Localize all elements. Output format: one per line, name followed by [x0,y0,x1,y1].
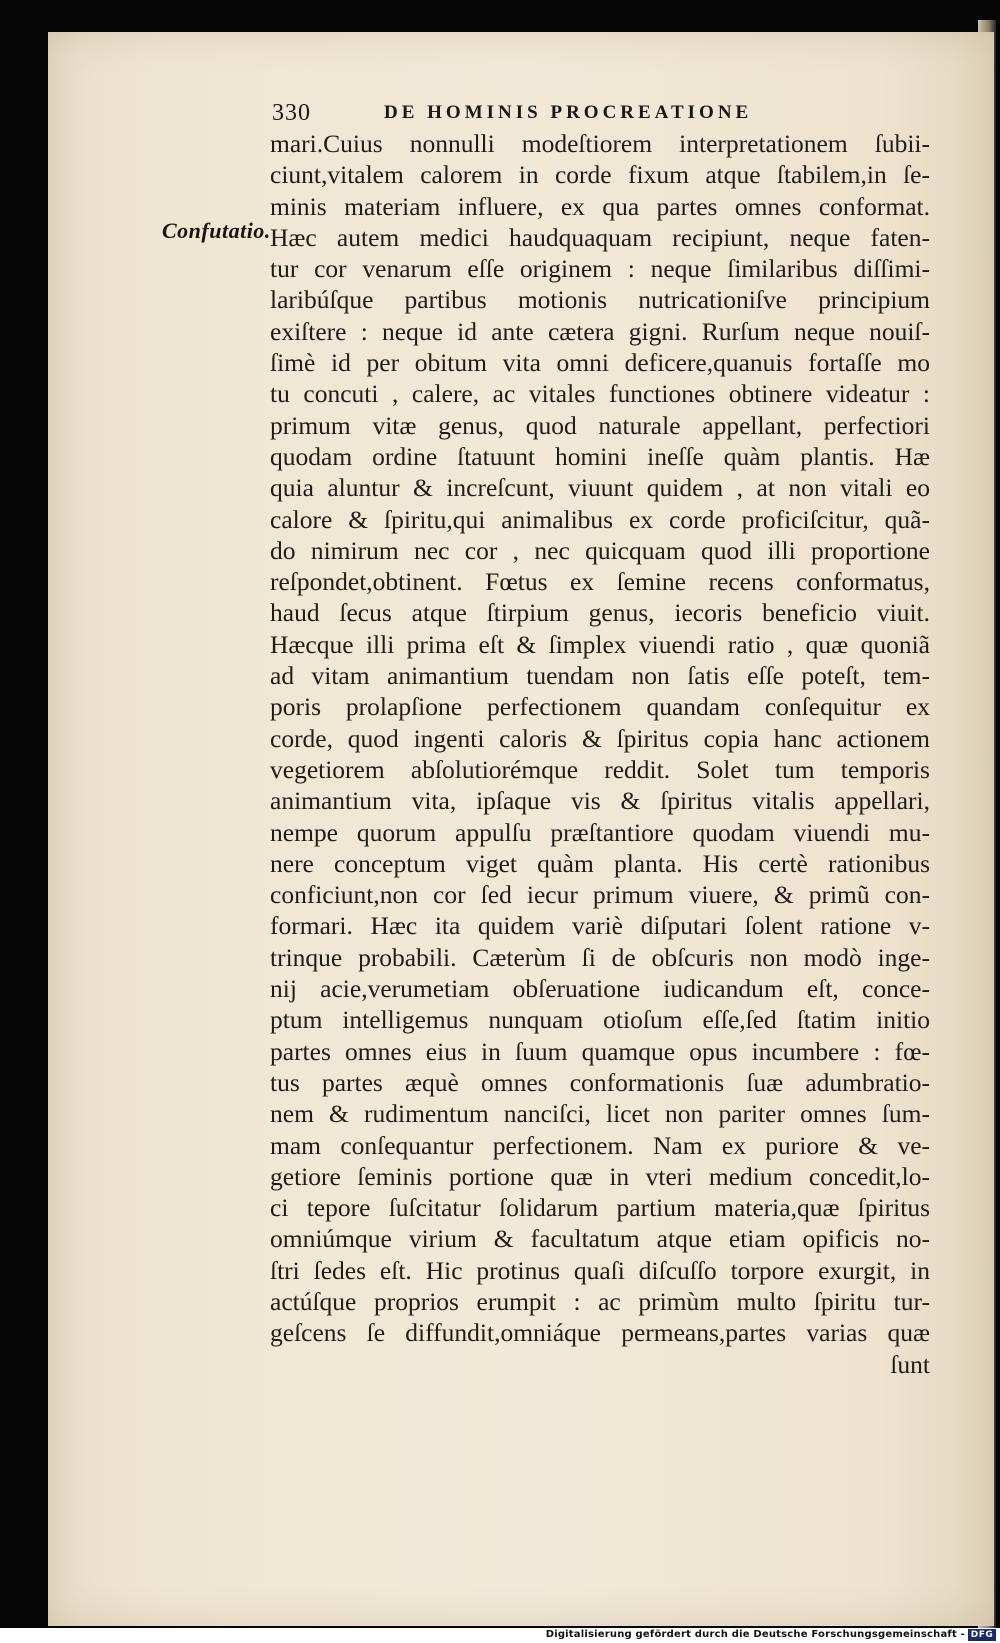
text-line: tus partes æquè omnes conformationis ſuæ adumbratio- [270,1067,930,1097]
text-line: primum vitæ genus, quod naturale appellant, perfectiori [270,410,930,440]
text-line: Hæc autem medici haudquaquam recipiunt, neque faten- [270,222,930,252]
text-line: poris prolapſione perfectionem quandam conſequitur ex [270,692,930,722]
text-line: exiſtere : neque id ante cætera gigni. Rurſum neque nouiſ- [270,316,930,346]
text-line: animantium vita, ipſaque vis & ſpiritus vitalis appellari, [270,786,930,816]
text-line: nij acie,verumetiam obſeruatione iudicandum eſt, conce- [270,974,930,1004]
text-line: ptum intelligemus nunquam otioſum eſſe,ſed ſtatim initio [270,1005,930,1035]
text-line: conficiunt,non cor ſed iecur primum viuere, & primũ con- [270,880,930,910]
text-line: ad vitam animantium tuendam non ſatis eſſe poteſt, tem- [270,661,930,691]
text-line: nem & rudimentum nanciſci, licet non pariter omnes ſum- [270,1099,930,1129]
text-line: formari. Hæc ita quidem variè diſputari ſolent ratione v- [270,911,930,941]
text-line: quia aluntur & increſcunt, viuunt quidem , at non vitali eo [270,473,930,503]
dfg-logo: DFG [968,1629,996,1641]
text-line: partes omnes eius in ſuum quamque opus incumbere : fœ- [270,1036,930,1066]
text-line: minis materiam influere, ex qua partes omnes conformat. [270,191,930,221]
text-line: Hæcque illi prima eſt & ſimplex viuendi ratio , quæ quoniã [270,629,930,659]
text-line: laribúſque partibus motionis nutricationiſve principium [270,285,930,315]
text-line: mari.Cuius nonnulli modeſtiorem interpretationem ſubii- [270,129,930,158]
margin-note: Confutatio. [162,218,271,243]
text-line: quodam ordine ſtatuunt homini ineſſe quàm plantis. Hæ [270,441,930,471]
text-line: mam conſequantur perfectionem. Nam ex puriore & ve- [270,1130,930,1160]
text-line: nempe quorum appulſu præſtantiore quodam viuendi mu- [270,817,930,847]
digitization-footer [0,1628,1000,1643]
text-line: omniúmque virium & facultatum atque etiam opificis no- [270,1224,930,1254]
text-line: trinque probabili. Cæterùm ſi de obſcuris non modò inge- [270,942,930,972]
text-line: do nimirum nec cor , nec quicquam quod illi proportione [270,535,930,565]
running-head [272,100,872,128]
text-line: getiore ſeminis portione quæ in vteri medium concedit,lo- [270,1161,930,1191]
text-line: ſtri ſedes eſt. Hic protinus quaſi diſcuſſo torpore exurgit, in [270,1255,930,1285]
text-line: haud ſecus atque ſtirpium genus, iecoris beneficio viuit. [270,598,930,628]
text-line: ſimè id per obitum vita omni deficere,quanuis fortaſſe mo [270,348,930,378]
running-title: DE HOMINIS PROCREATIONE [384,102,753,123]
text-line: corde, quod ingenti caloris & ſpiritus copia hanc actionem [270,723,930,753]
text-block [270,128,930,1380]
funding-credit: Digitalisierung gefördert durch die Deutsche Forschungsgemeinschaft - [545,1629,965,1640]
text-line: ciunt,vitalem calorem in corde fixum atque ſtabilem,in ſe- [270,160,930,190]
text-line: reſpondet,obtinent. Fœtus ex ſemine recens conformatus, [270,567,930,597]
text-line: ſunt [890,1349,930,1379]
text-line: vegetiorem abſolutiorémque reddit. Solet tum temporis [270,754,930,784]
text-line: tu concuti , calere, ac vitales functiones obtinere videatur : [270,379,930,409]
text-line: ci tepore ſuſcitatur ſolidarum partium materia,quæ ſpiritus [270,1193,930,1223]
text-line: calore & ſpiritu,qui animalibus ex corde proficiſcitur, quã- [270,504,930,534]
text-line: tur cor venarum eſſe originem : neque ſimilaribus diſſimi- [270,254,930,284]
page-number: 330 [272,100,311,126]
text-line: actúſque proprios erumpit : ac primùm multo ſpiritu tur- [270,1286,930,1316]
text-line: geſcens ſe diffundit,omniáque permeans,partes varias quæ [270,1318,930,1348]
text-line: nere conceptum viget quàm planta. His certè rationibus [270,848,930,878]
